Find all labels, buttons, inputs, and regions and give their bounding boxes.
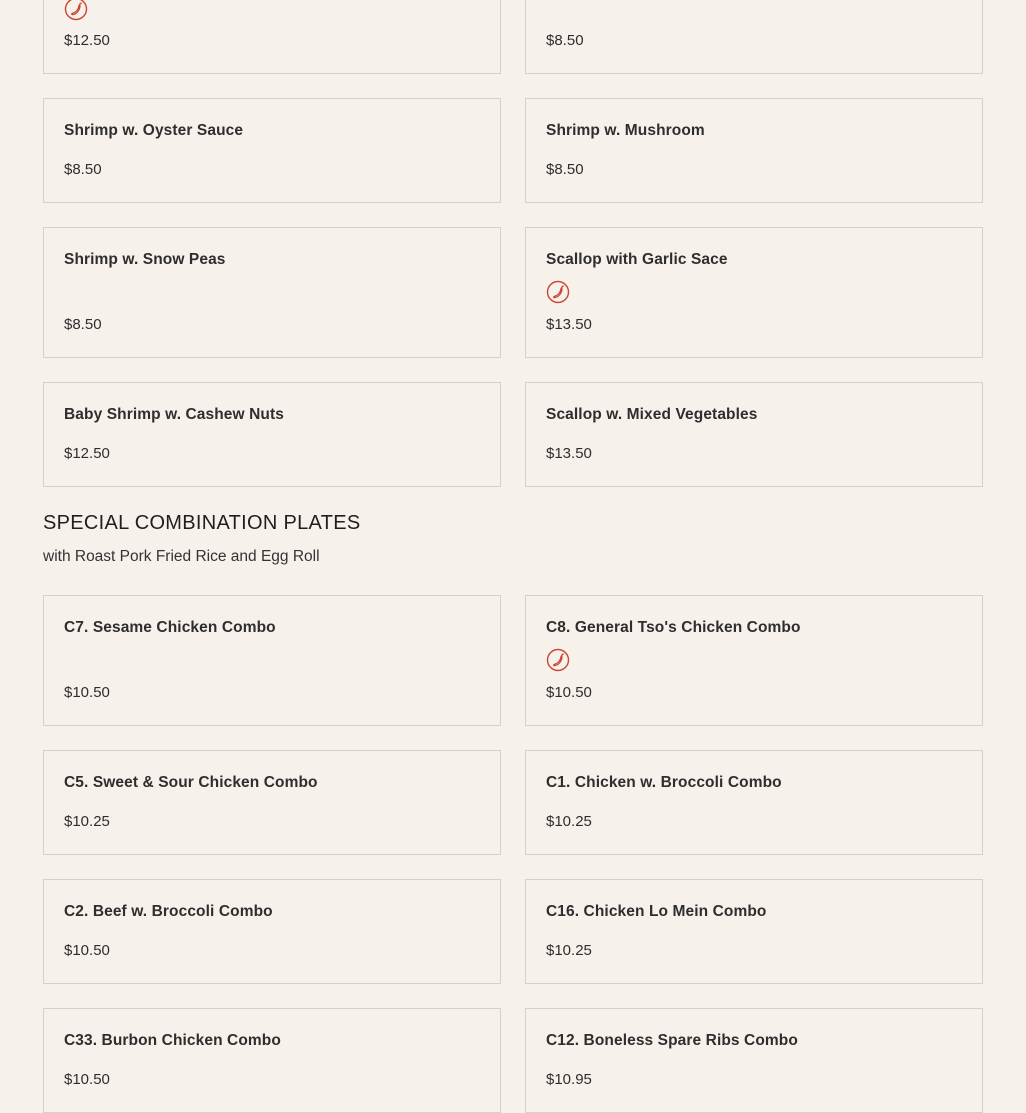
item-name: C8. General Tso's Chicken Combo	[546, 619, 801, 636]
item-price: $12.50	[64, 32, 110, 49]
chili-pepper-icon	[546, 280, 570, 304]
menu-item-card[interactable]	[43, 0, 501, 74]
menu-item-card[interactable]	[43, 1008, 501, 1113]
item-price: $8.50	[546, 32, 584, 49]
item-name: C5. Sweet & Sour Chicken Combo	[64, 774, 318, 791]
item-price: $10.50	[546, 684, 592, 701]
item-price: $8.50	[546, 161, 584, 178]
item-name: C33. Burbon Chicken Combo	[64, 1032, 281, 1049]
menu-item-card[interactable]	[43, 879, 501, 984]
menu-item-card[interactable]	[525, 1008, 983, 1113]
item-name: C1. Chicken w. Broccoli Combo	[546, 774, 782, 791]
item-price: $12.50	[64, 445, 110, 462]
item-price: $10.95	[546, 1071, 592, 1088]
menu-item-card[interactable]	[525, 382, 983, 487]
item-price: $10.25	[546, 813, 592, 830]
menu-item-card[interactable]	[525, 595, 983, 726]
item-price: $10.25	[64, 813, 110, 830]
item-price: $10.25	[546, 942, 592, 959]
item-price: $10.50	[64, 1071, 110, 1088]
item-name: Shrimp w. Mushroom	[546, 122, 705, 139]
menu-item-card[interactable]	[525, 227, 983, 358]
menu-item-card[interactable]	[525, 0, 983, 74]
item-name: Scallop with Garlic Sace	[546, 251, 728, 268]
item-price: $13.50	[546, 316, 592, 333]
menu-item-card[interactable]	[43, 227, 501, 358]
menu-item-card[interactable]	[525, 98, 983, 203]
item-name: C16. Chicken Lo Mein Combo	[546, 903, 767, 920]
item-name: Shrimp w. Oyster Sauce	[64, 122, 244, 139]
item-name: Scallop w. Mixed Vegetables	[546, 406, 758, 423]
section-subtitle: with Roast Pork Fried Rice and Egg Roll	[43, 548, 320, 565]
item-name: C2. Beef w. Broccoli Combo	[64, 903, 273, 920]
item-price: $13.50	[546, 445, 592, 462]
chili-pepper-icon	[546, 648, 570, 672]
item-name: Shrimp w. Snow Peas	[64, 251, 226, 268]
menu-item-card[interactable]	[43, 382, 501, 487]
chili-pepper-icon	[64, 0, 88, 21]
menu-item-card[interactable]	[43, 98, 501, 203]
item-price: $8.50	[64, 316, 102, 333]
menu-item-card[interactable]	[525, 750, 983, 855]
section-title: SPECIAL COMBINATION PLATES	[43, 512, 361, 534]
item-price: $8.50	[64, 161, 102, 178]
item-name: C7. Sesame Chicken Combo	[64, 619, 276, 636]
menu-item-card[interactable]	[43, 595, 501, 726]
item-price: $10.50	[64, 684, 110, 701]
item-name: C12. Boneless Spare Ribs Combo	[546, 1032, 798, 1049]
menu-item-card[interactable]	[43, 750, 501, 855]
item-price: $10.50	[64, 942, 110, 959]
menu-item-card[interactable]	[525, 879, 983, 984]
item-name: Baby Shrimp w. Cashew Nuts	[64, 406, 284, 423]
